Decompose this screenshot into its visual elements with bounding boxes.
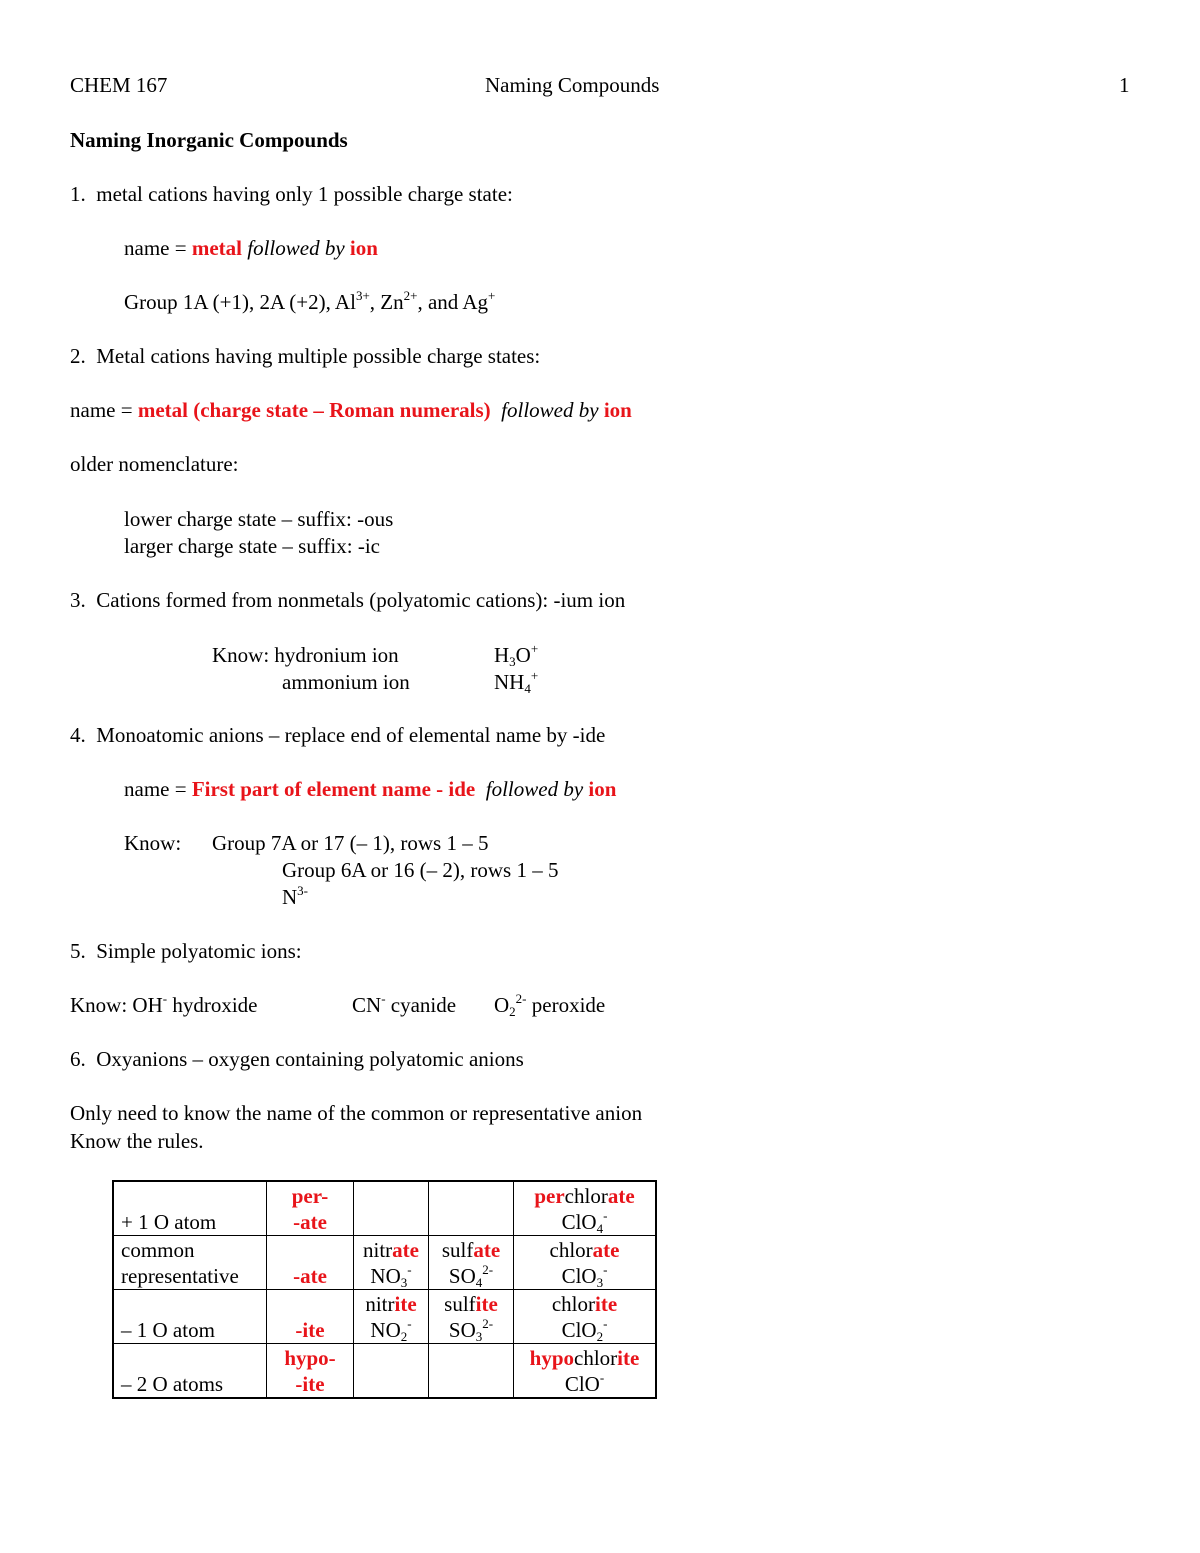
sulfur-cell <box>429 1181 514 1236</box>
header-course: CHEM 167 <box>70 73 168 97</box>
section-6-line-2: Know the rules. <box>70 1129 204 1153</box>
row-label: – 1 O atom <box>113 1290 267 1344</box>
sulfur-cell <box>429 1344 514 1399</box>
section-6-line-1: Only need to know the name of the common or representative anion <box>70 1101 643 1125</box>
section-1-name-rule: name = metal followed by ion <box>124 236 378 260</box>
table-row <box>113 1236 656 1290</box>
nitrogen-cell <box>354 1344 429 1399</box>
table-row <box>113 1344 656 1399</box>
section-4-know-label: Know: <box>124 831 182 855</box>
chlorite-cell: chlorite ClO$_2$- <box>514 1290 657 1344</box>
section-1-groups: Group 1A (+1), 2A (+2), $Al^{3+}$, $Zn^{2+}$, and Ag+ <box>124 288 496 314</box>
nitrite-cell: nitrite $NO_2^-$ <box>354 1290 429 1344</box>
section-6-heading: 6. Oxyanions – oxygen containing polyatomic anions <box>70 1047 524 1071</box>
hydronium-label: Know: hydronium ion <box>212 643 399 667</box>
section-5-heading: 5. Simple polyatomic ions: <box>70 939 302 963</box>
table-row <box>113 1290 656 1344</box>
chlorate-cell: chlorate ClO$_3$- <box>514 1236 657 1290</box>
lower-charge-state: lower charge state – suffix: -ous <box>124 507 394 531</box>
nitride-ion: $N^{3-}$ <box>282 883 309 909</box>
row-label: – 2 O atoms <box>113 1344 267 1399</box>
oxyanion-table <box>112 1180 657 1399</box>
section-3-heading: 3. Cations formed from nonmetals (polyatomic cations): -ium ion <box>70 588 626 612</box>
prefix-suffix-cell: per- -ate <box>267 1181 354 1236</box>
prefix-suffix-cell: -ite <box>267 1290 354 1344</box>
table-row <box>113 1181 656 1236</box>
group-6a: Group 6A or 16 (– 2), rows 1 – 5 <box>282 858 559 882</box>
hydronium-formula: $H_3O^+$ <box>494 641 539 669</box>
ammonium-label: ammonium ion <box>282 670 410 694</box>
larger-charge-state: larger charge state – suffix: -ic <box>124 534 380 558</box>
section-1-heading: 1. metal cations having only 1 possible charge state: <box>70 182 513 206</box>
section-2-name-rule: name = metal (charge state – Roman numerals) followed by ion <box>70 398 632 422</box>
perchlorate-cell: perchlorate ClO$_4$- <box>514 1181 657 1236</box>
hydroxide-ion: Know: OH- hydroxide <box>70 991 258 1017</box>
page-title: Naming Inorganic Compounds <box>70 128 348 152</box>
hypochlorite-cell: hypochlorite ClO- <box>514 1344 657 1399</box>
ammonium-formula: $NH_4^+$ <box>494 668 539 696</box>
prefix-suffix-cell: -ate <box>267 1236 354 1290</box>
nitrate-cell: nitrate $NO_3^-$ <box>354 1236 429 1290</box>
sulfite-cell: sulfite $SO_3^{2-}$ <box>429 1290 514 1344</box>
section-2-heading: 2. Metal cations having multiple possible charge states: <box>70 344 541 368</box>
page-number: 1 <box>1119 73 1130 97</box>
row-label: common representative <box>113 1236 267 1290</box>
nitrogen-cell <box>354 1181 429 1236</box>
older-nomenclature: older nomenclature: <box>70 452 239 476</box>
peroxide-ion: $O_2^{2-}$ peroxide <box>494 991 606 1019</box>
group-7a: Group 7A or 17 (– 1), rows 1 – 5 <box>212 831 489 855</box>
row-label: + 1 O atom <box>113 1181 267 1236</box>
prefix-suffix-cell: hypo- -ite <box>267 1344 354 1399</box>
section-4-name-rule: name = First part of element name - ide followed by ion <box>124 777 617 801</box>
section-4-heading: 4. Monoatomic anions – replace end of elemental name by -ide <box>70 723 606 747</box>
sulfate-cell: sulfate $SO_4^{2-}$ <box>429 1236 514 1290</box>
header-topic: Naming Compounds <box>485 73 660 97</box>
cyanide-ion: CN- cyanide <box>352 991 457 1017</box>
